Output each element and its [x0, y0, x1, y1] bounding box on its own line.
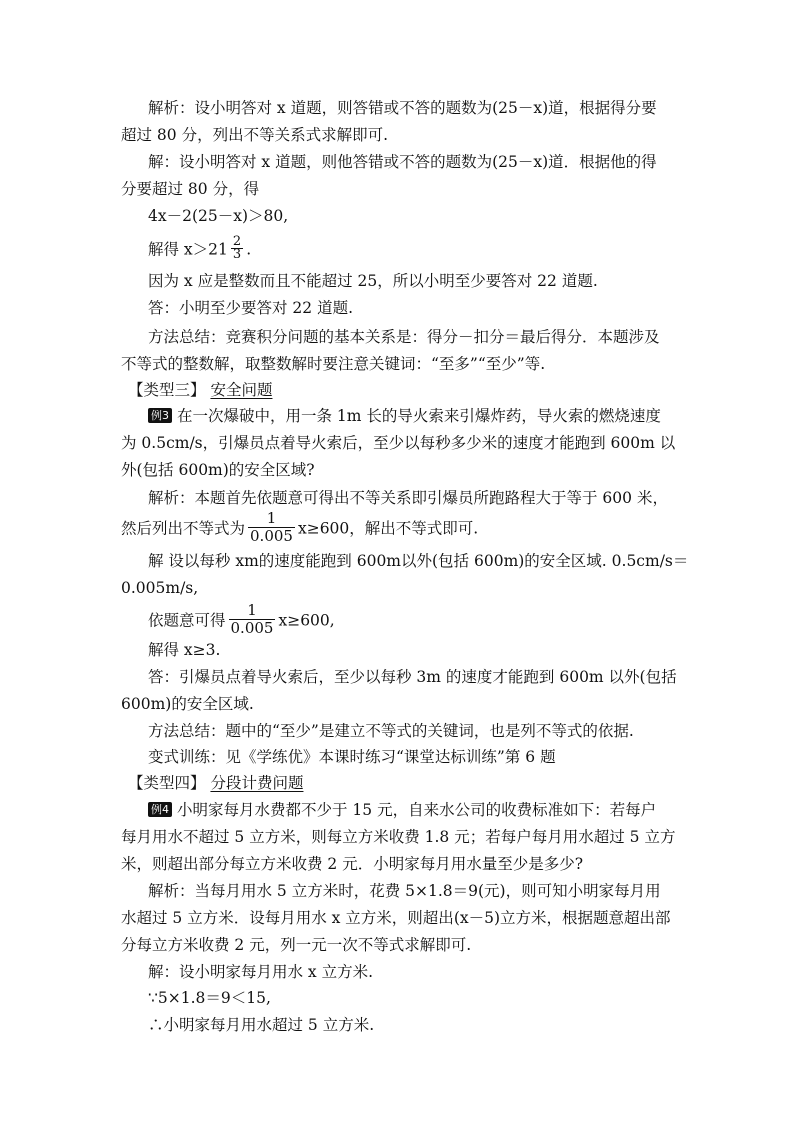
analysis-suffix: x≥600，解出不等式即可.: [297, 519, 479, 538]
type-heading: [128, 379, 272, 401]
method-summary-line: 不等式的整数解，取整数解时要注意关键词：“至多”“至少”等.: [121, 355, 546, 373]
method-summary-line: 方法总结：题中的“至少”是建立不等式的关键词，也是列不等式的依据.: [148, 722, 634, 740]
result-suffix: .: [246, 240, 252, 259]
example-text: 小明家每月水费都不少于 15 元，自来水公司的收费标准如下：若每户: [177, 801, 657, 819]
analysis-line: 水超过 5 立方米．设每月用水 x 立方米，则超出(x－5)立方米，根据题意超出部: [121, 909, 671, 927]
fraction-numerator: 1: [247, 601, 257, 619]
mixed-fraction: [231, 236, 243, 261]
fraction: [229, 602, 276, 637]
solution-result: 解得 x≥3.: [148, 641, 221, 659]
solution-line: 解：设小明答对 x 道题，则他答错或不答的题数为(25－x)道．根据他的得: [148, 153, 657, 171]
analysis-line: 分每立方米收费 2 元，列一元一次不等式求解即可.: [121, 936, 472, 954]
fraction-denominator: 3: [232, 247, 242, 262]
solution-line: 0.005m/s,: [121, 579, 199, 597]
example-line: [148, 799, 656, 821]
type-title: 安全问题: [210, 381, 273, 399]
example-badge: 例3: [148, 408, 172, 423]
example-line: [148, 405, 661, 427]
example-badge: 例4: [148, 802, 172, 817]
solution-line: ∴小明家每月用水超过 5 立方米.: [148, 1016, 375, 1034]
variant-training-line: 变式训练：见《学练优》本课时练习“课堂达标训练”第 6 题: [148, 748, 556, 766]
type-label: 【类型三】: [128, 381, 206, 399]
solution-line: 因为 x 应是整数而且不能超过 25，所以小明至少要答对 22 道题.: [148, 272, 598, 290]
solution-prefix: 依题意可得: [148, 611, 226, 630]
analysis-line: 超过 80 分，列出不等关系式求解即可.: [121, 126, 389, 144]
analysis-prefix: 然后列出不等式为: [121, 519, 246, 538]
example-text: 在一次爆破中，用一条 1m 长的导火索来引爆炸药，导火索的燃烧速度: [177, 407, 661, 425]
analysis-line: 解析：设小明答对 x 道题，则答错或不答的题数为(25－x)道，根据得分要: [148, 99, 657, 117]
method-summary-line: 方法总结：竞赛积分问题的基本关系是：得分－扣分＝最后得分．本题涉及: [148, 328, 660, 346]
solution-suffix: x≥600,: [278, 611, 335, 630]
type-label: 【类型四】: [128, 774, 206, 792]
fraction-numerator: 1: [266, 509, 277, 527]
answer-line: 600m)的安全区域.: [121, 695, 254, 713]
fraction-numerator: 2: [232, 234, 242, 249]
fraction: [248, 510, 295, 545]
solution-line: 分要超过 80 分，得: [121, 180, 260, 198]
solution-line: [148, 601, 335, 639]
result-prefix: 解得 x＞21: [148, 240, 228, 259]
solution-line: 解 设以每秒 xm的速度能跑到 600m以外(包括 600m)的安全区域. 0.5cm/s＝: [148, 552, 689, 570]
example-line: 为 0.5cm/s，引爆员点着导火索后，至少以每秒多少米的速度才能跑到 600m 以: [121, 434, 676, 452]
example-line: 外(包括 600m)的安全区域?: [121, 461, 315, 479]
answer-line: 答：小明至少要答对 22 道题.: [148, 299, 354, 317]
type-heading: [128, 772, 303, 794]
inequality: 4x－2(25－x)＞80,: [148, 207, 289, 225]
analysis-line: [121, 509, 479, 547]
solution-line: 解：设小明家每月用水 x 立方米.: [148, 963, 374, 981]
analysis-line: 解析：当每月用水 5 立方米时，花费 5×1.8＝9(元)，则可知小明家每月用: [148, 882, 661, 900]
fraction-denominator: 0.005: [230, 619, 274, 637]
example-line: 每月用水不超过 5 立方米，则每立方米收费 1.8 元；若每户每月用水超过 5 立方: [121, 828, 676, 846]
answer-line: 答：引爆员点着导火索后，至少以每秒 3m 的速度才能跑到 600m 以外(包括: [148, 668, 677, 686]
type-title: 分段计费问题: [210, 774, 304, 792]
analysis-line: 解析：本题首先依题意可得出不等关系即引爆员所跑路程大于等于 600 米，: [148, 489, 668, 507]
solution-result: [148, 234, 252, 263]
solution-line: ∵5×1.8＝9＜15,: [148, 989, 271, 1007]
example-line: 米，则超出部分每立方米收费 2 元．小明家每月用水量至少是多少?: [121, 855, 584, 873]
fraction-denominator: 0.005: [250, 527, 293, 545]
